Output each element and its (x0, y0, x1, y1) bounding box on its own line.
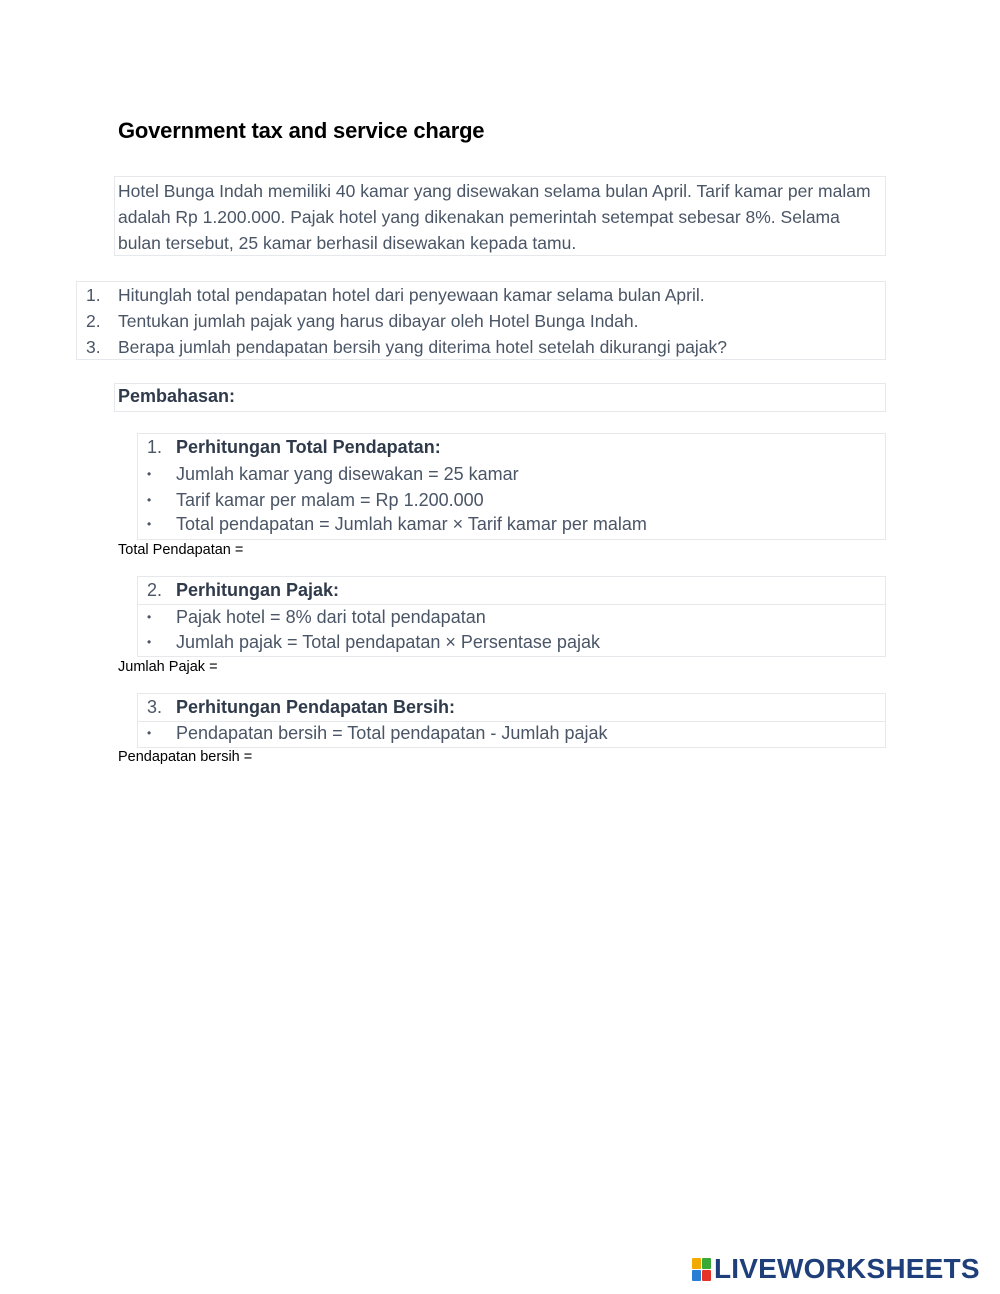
bullet-icon: • (147, 610, 152, 624)
section-number: 3. (147, 697, 163, 717)
section-3-heading (137, 694, 455, 720)
list-item (147, 721, 607, 746)
logo-block (702, 1258, 711, 1269)
bullet-icon: • (147, 517, 152, 531)
bullet-icon: • (147, 467, 152, 481)
logo-text: LIVEWORKSHEETS (714, 1253, 980, 1284)
section-2-heading (137, 577, 339, 603)
list-item (147, 630, 600, 655)
section-title: Perhitungan Pajak: (176, 580, 340, 600)
question-item (86, 308, 639, 334)
question-item (86, 334, 727, 360)
logo-blocks-icon (692, 1258, 711, 1281)
liveworksheets-logo (692, 1253, 980, 1285)
bullet-text: Pajak hotel = 8% dari total pendapatan (176, 607, 486, 627)
section-number: 1. (147, 437, 163, 457)
list-item (147, 605, 486, 630)
question-text: Berapa jumlah pendapatan bersih yang diterima hotel setelah dikurangi pajak? (118, 337, 728, 357)
list-item (147, 512, 647, 537)
question-number: 3. (86, 337, 101, 357)
page-title: Government tax and service charge (118, 118, 485, 143)
question-number: 1. (86, 285, 101, 305)
bullet-icon: • (147, 635, 152, 649)
section-number: 2. (147, 580, 163, 600)
bullet-icon: • (147, 493, 152, 507)
bullet-icon: • (147, 726, 152, 740)
logo-block (702, 1270, 711, 1281)
section-title: Perhitungan Total Pendapatan: (176, 437, 441, 457)
jumlah-pajak-answer-label: Jumlah Pajak = (118, 659, 218, 675)
section-1-heading (137, 434, 441, 460)
bullet-text: Jumlah pajak = Total pendapatan × Persentase pajak (176, 632, 600, 652)
pembahasan-heading: Pembahasan: (118, 386, 236, 406)
bullet-text: Total pendapatan = Jumlah kamar × Tarif kamar per malam (176, 514, 647, 534)
list-item (147, 488, 484, 513)
list-item (147, 462, 519, 487)
bullet-text: Jumlah kamar yang disewakan = 25 kamar (176, 464, 519, 484)
question-number: 2. (86, 311, 101, 331)
bullet-text: Pendapatan bersih = Total pendapatan - Jumlah pajak (176, 723, 608, 743)
bullet-text: Tarif kamar per malam = Rp 1.200.000 (176, 490, 484, 510)
question-text: Tentukan jumlah pajak yang harus dibayar oleh Hotel Bunga Indah. (118, 311, 639, 331)
logo-block (692, 1270, 701, 1281)
section-title: Perhitungan Pendapatan Bersih: (176, 697, 456, 717)
intro-paragraph: Hotel Bunga Indah memiliki 40 kamar yang disewakan selama bulan April. Tarif kamar per malam adalah Rp 1.200.000. Pajak hotel yang dikenakan pemerintah setempat sebesar 8%. Selama bulan tersebut, 25 kamar berhasil disewakan kepada tamu. (118, 181, 871, 253)
pendapatan-bersih-answer-label: Pendapatan bersih = (118, 749, 253, 765)
question-item (86, 282, 705, 308)
total-pendapatan-answer-label: Total Pendapatan = (118, 542, 244, 558)
logo-block (692, 1258, 701, 1269)
question-text: Hitunglah total pendapatan hotel dari penyewaan kamar selama bulan April. (118, 285, 705, 305)
